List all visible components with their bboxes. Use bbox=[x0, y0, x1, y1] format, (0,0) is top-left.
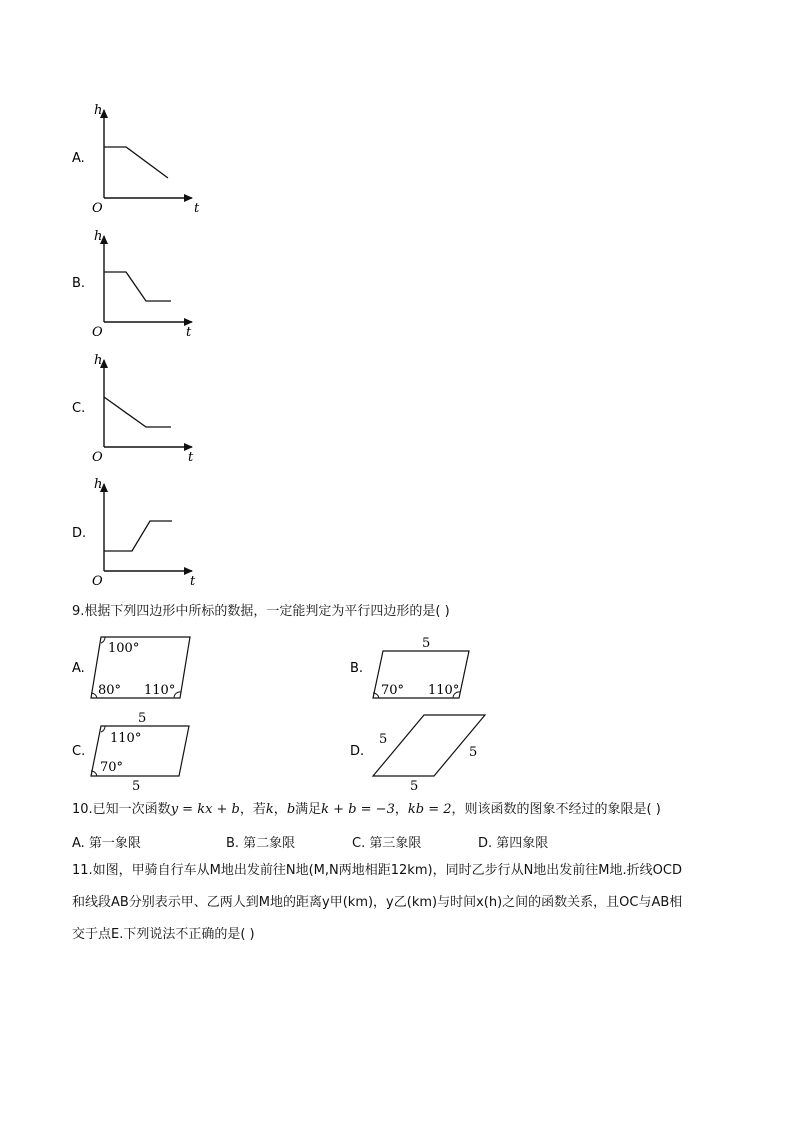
graph-d-axis-t: t bbox=[190, 574, 196, 589]
graph-c-curve bbox=[104, 397, 171, 427]
q9-option-a-label: A. bbox=[72, 661, 85, 676]
graph-c-axis-h: h bbox=[94, 353, 103, 368]
angle-label-110: 110° bbox=[428, 683, 460, 698]
graph-b-origin: O bbox=[92, 325, 103, 340]
q9-option-b-label: B. bbox=[350, 661, 364, 676]
question-10-choices bbox=[72, 832, 712, 850]
graph-b-axis-h: h bbox=[94, 229, 103, 244]
graph-b bbox=[72, 229, 192, 340]
question-11-line-3: 交于点E.下列说法不正确的是( ) bbox=[72, 927, 255, 942]
graph-c-label: C. bbox=[72, 401, 86, 416]
q9-option-d-label: D. bbox=[350, 744, 365, 759]
graph-c bbox=[72, 353, 194, 465]
graph-a-curve bbox=[104, 147, 168, 178]
side-label-bottom: 5 bbox=[132, 779, 141, 794]
side-label-5: 5 bbox=[422, 636, 431, 651]
side-label-right: 5 bbox=[469, 745, 478, 760]
graph-b-label: B. bbox=[72, 276, 86, 291]
angle-label-70: 70° bbox=[381, 683, 405, 698]
question-11-line-1: 11.如图，甲骑自行车从M地出发前往N地(M,N两地相距12km)，同时乙步行从N地出发前往M地.折线OCD bbox=[72, 863, 682, 878]
question-11-line-2: 和线段AB分别表示甲、乙两人到M地的距离y甲(km)，y乙(km)与时间x(h)之间的函数关系，且OC与AB相 bbox=[72, 895, 683, 910]
choice-b[interactable]: B. 第二象限 bbox=[226, 836, 296, 851]
choice-a[interactable]: A. 第一象限 bbox=[72, 836, 141, 851]
graph-d bbox=[72, 477, 196, 589]
graph-b-axis-t: t bbox=[186, 325, 192, 340]
angle-label-70: 70° bbox=[100, 760, 124, 775]
graph-c-axis-t: t bbox=[188, 450, 194, 465]
q9-option-c bbox=[72, 711, 189, 794]
graph-b-curve bbox=[104, 272, 171, 301]
graph-a-axis-h: h bbox=[94, 103, 103, 118]
q9-option-b bbox=[350, 636, 469, 698]
side-label-left: 5 bbox=[379, 732, 388, 747]
angle-label-100: 100° bbox=[108, 641, 140, 656]
graph-d-label: D. bbox=[72, 526, 87, 541]
q9-option-d bbox=[350, 715, 485, 794]
graph-a-axis-t: t bbox=[194, 201, 200, 216]
graph-a bbox=[72, 103, 200, 216]
graph-d-curve bbox=[104, 521, 172, 551]
side-label-top: 5 bbox=[138, 711, 147, 726]
angle-label-80: 80° bbox=[98, 683, 122, 698]
graph-d-origin: O bbox=[92, 574, 103, 589]
angle-label-110: 110° bbox=[144, 683, 176, 698]
choice-d[interactable]: D. 第四象限 bbox=[478, 836, 549, 851]
q9-option-a bbox=[72, 637, 190, 698]
question-10-text: 10.已知一次函数y = kx + b，若k，b满足k + b = −3，kb = 2，则该函数的图象不经过的象限是( ) bbox=[72, 802, 661, 817]
side-label-bottom: 5 bbox=[410, 779, 419, 794]
graph-d-axis-h: h bbox=[94, 477, 103, 492]
choice-c[interactable]: C. 第三象限 bbox=[352, 836, 422, 851]
graph-c-origin: O bbox=[92, 450, 103, 465]
graph-a-label: A. bbox=[72, 151, 85, 166]
q9-option-c-label: C. bbox=[72, 744, 86, 759]
angle-label-110: 110° bbox=[110, 731, 142, 746]
question-9-text: 9.根据下列四边形中所标的数据，一定能判定为平行四边形的是( ) bbox=[72, 604, 450, 619]
graph-a-origin: O bbox=[92, 201, 103, 216]
